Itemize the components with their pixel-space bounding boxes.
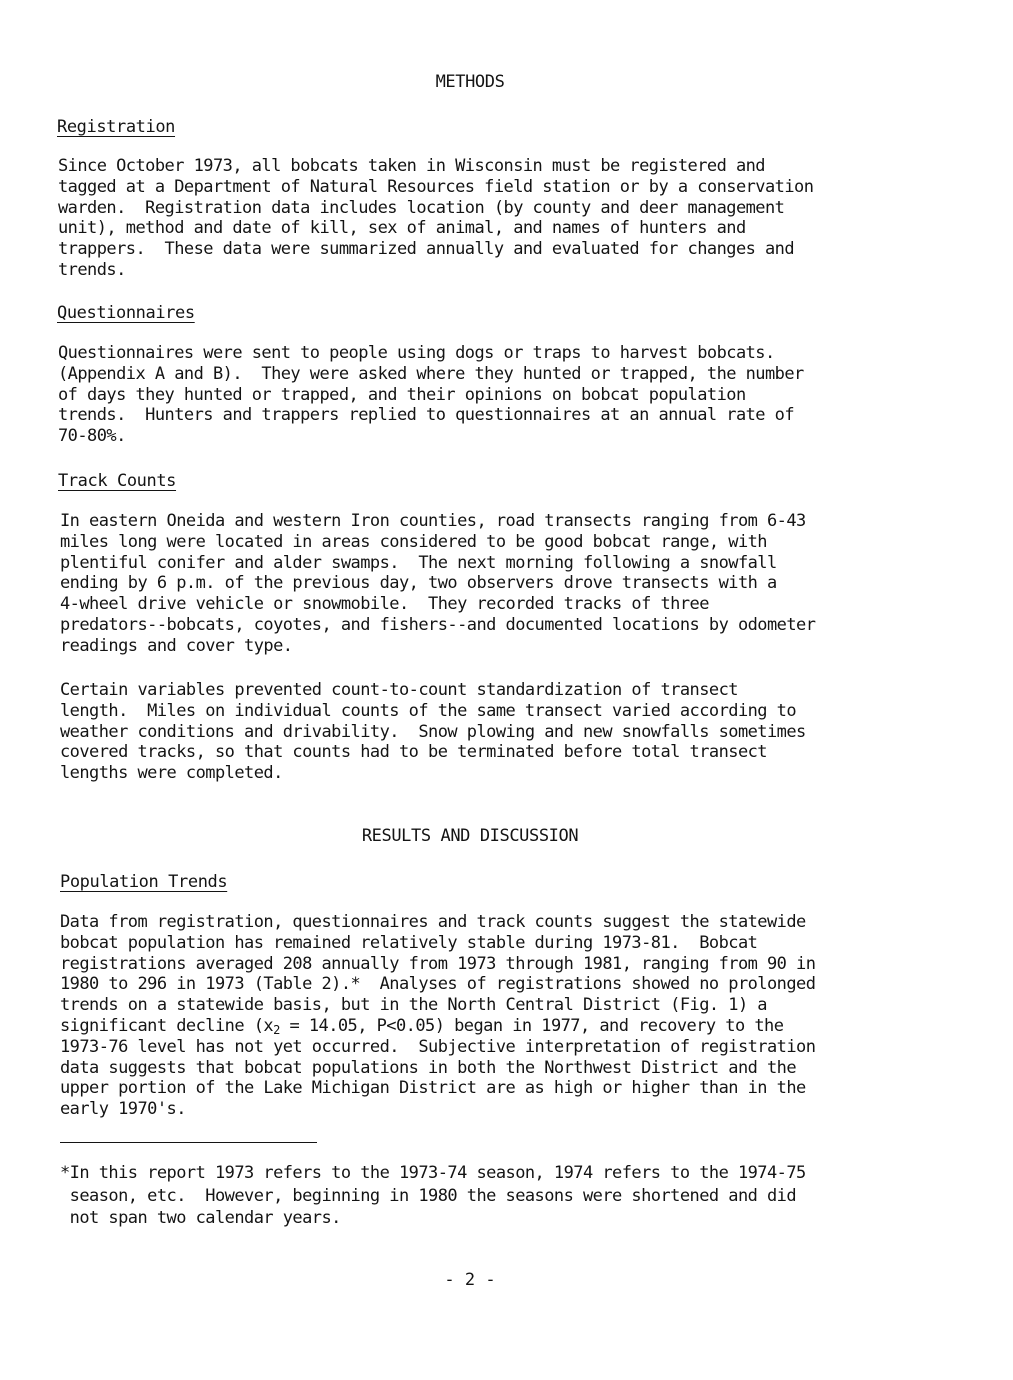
text-line: trends on a statewide basis, but in the North Central District (Fig. 1) a <box>60 995 767 1016</box>
text-line: Certain variables prevented count-to-count standardization of transect <box>60 680 738 700</box>
text-line: In eastern Oneida and western Iron counties, road transects ranging from 6-43 <box>60 511 806 531</box>
text-line: Questionnaires were sent to people using dogs or traps to harvest bobcats. <box>58 343 775 363</box>
footnote-line: not span two calendar years. <box>60 1208 341 1228</box>
track-counts-heading: Track Counts <box>58 471 177 491</box>
text-line: trends. Hunters and trappers replied to questionnaires at an annual rate of <box>58 405 795 426</box>
footnote-line: *In this report 1973 refers to the 1973-74 season, 1974 refers to the 1974-75 <box>60 1163 806 1183</box>
text-line: trappers. These data were summarized annually and evaluated for changes and <box>58 239 795 260</box>
text-line: unit), method and date of kill, sex of animal, and names of hunters and <box>58 218 746 239</box>
stat-line-suffix: = 14.05, P<0.05) began in 1977, and recovery to the <box>279 1015 784 1036</box>
questionnaires-paragraph <box>58 343 958 447</box>
track-counts-paragraph-1 <box>60 511 960 657</box>
text-line: upper portion of the Lake Michigan District are as high or higher than in the <box>60 1078 806 1099</box>
text-line: data suggests that bobcat populations in both the Northwest District and the <box>60 1057 797 1078</box>
text-line: plentiful conifer and alder swamps. The next morning following a snowfall <box>60 552 777 573</box>
text-line: 1980 to 296 in 1973 (Table 2).* Analyses of registrations showed no prolonged <box>60 974 816 995</box>
text-line: bobcat population has remained relatively stable during 1973-81. Bobcat <box>60 932 758 953</box>
text-line: Since October 1973, all bobcats taken in Wisconsin must be registered and <box>58 156 765 176</box>
text-line: ending by 6 p.m. of the previous day, two observers drove transects with a <box>60 573 777 594</box>
text-line: (Appendix A and B). They were asked where they hunted or trapped, the number <box>58 363 804 384</box>
results-title: RESULTS AND DISCUSSION <box>361 826 579 846</box>
text-line: tagged at a Department of Natural Resources field station or by a conservation <box>58 176 814 197</box>
text-line: 4-wheel drive vehicle or snowmobile. They recorded tracks of three <box>60 594 709 615</box>
chi-square-subscript: 2 <box>273 1022 280 1037</box>
text-line: trends. <box>58 259 126 280</box>
text-line: covered tracks, so that counts had to be terminated before total transect <box>60 742 767 763</box>
text-line: early 1970's. <box>60 1099 186 1120</box>
text-line: 70-80%. <box>58 426 126 447</box>
registration-paragraph <box>58 156 958 281</box>
stat-line <box>60 1016 960 1037</box>
text-line: predators--bobcats, coyotes, and fishers--and documented locations by odometer <box>60 614 816 635</box>
text-line: registrations averaged 208 annually from 1973 through 1981, ranging from 90 in <box>60 953 816 974</box>
population-trends-heading: Population Trends <box>60 872 228 892</box>
text-line: of days they hunted or trapped, and their opinions on bobcat population <box>58 384 746 405</box>
text-line: weather conditions and drivability. Snow plowing and new snowfalls sometimes <box>60 721 806 742</box>
methods-title: METHODS <box>435 72 505 92</box>
footnote-divider <box>60 1142 317 1143</box>
registration-heading: Registration <box>57 117 176 137</box>
page-number: - 2 - <box>444 1270 496 1290</box>
text-line: lengths were completed. <box>60 763 283 784</box>
footnote-line: season, etc. However, beginning in 1980 the seasons were shortened and did <box>60 1185 797 1206</box>
stat-line-prefix: significant decline (x <box>60 1015 274 1036</box>
text-line: warden. Registration data includes location (by county and deer management <box>58 197 785 218</box>
text-line: Data from registration, questionnaires and track counts suggest the statewide <box>60 912 806 932</box>
text-line: length. Miles on individual counts of the same transect varied according to <box>60 700 797 721</box>
population-trends-paragraph <box>60 912 960 1120</box>
text-line: miles long were located in areas considered to be good bobcat range, with <box>60 531 767 552</box>
text-line: readings and cover type. <box>60 635 293 656</box>
track-counts-paragraph-2 <box>60 680 960 784</box>
text-line: 1973-76 level has not yet occurred. Subjective interpretation of registration <box>60 1036 816 1057</box>
questionnaires-heading: Questionnaires <box>57 303 195 323</box>
footnote <box>60 1162 960 1230</box>
